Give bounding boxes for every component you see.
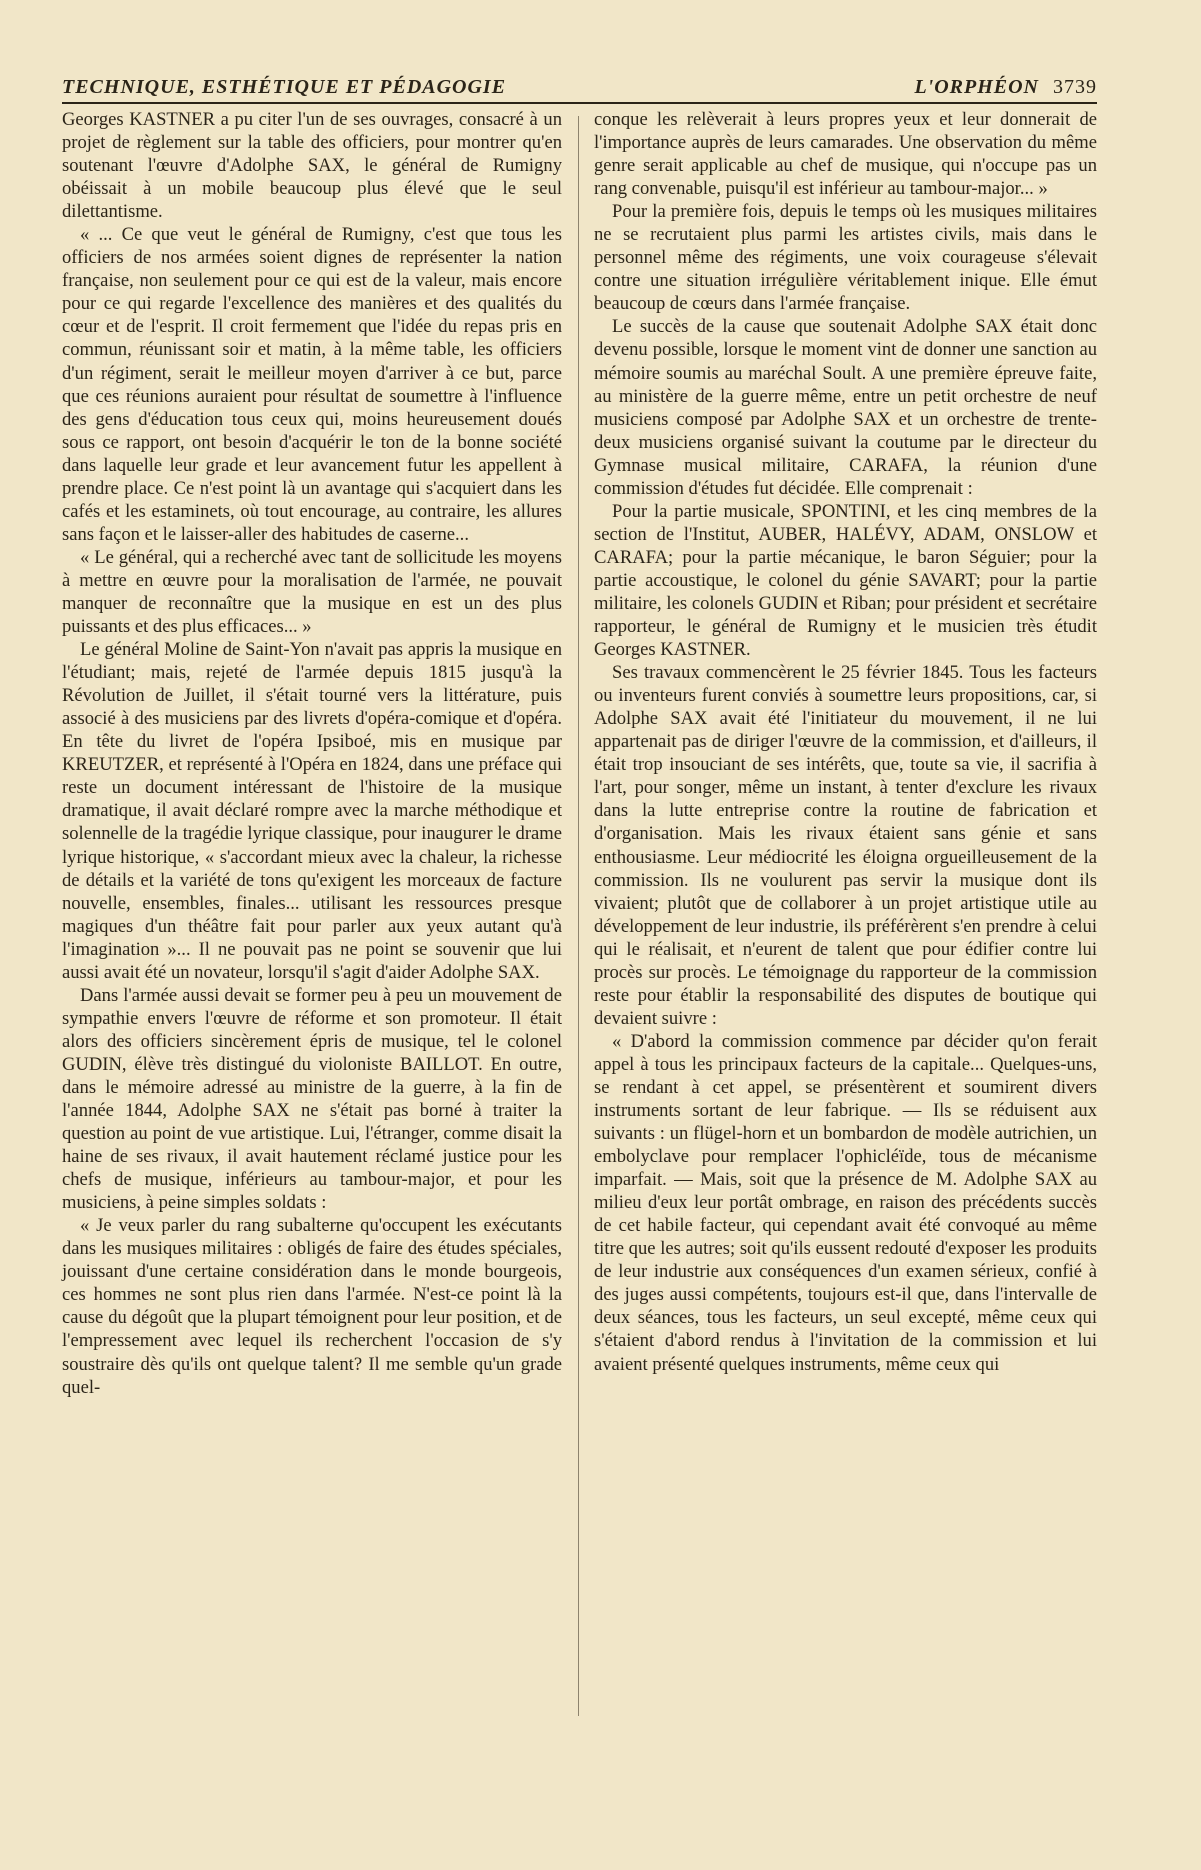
paragraph: Pour la première fois, depuis le temps où les musiques militaires ne se recrutaient plus parmi les artistes civils, mais dans le personnel même des régiments, une voix courageuse s'élevait contre une situation irrégulière véritablement inique. Elle émut beaucoup de cœurs dans l'armée française. [594, 201, 1097, 315]
paragraph: Pour la partie musicale, SPONTINI, et les cinq membres de la section de l'Institut, AUBER, HALÉVY, ADAM, ONSLOW et CARAFA; pour la partie mécanique, le baron Séguier; pour la partie accoustique, le colonel du génie SAVART; pour la partie militaire, les colonels GUDIN et Riban; pour président et secrétaire rapporteur, le général de Rumigny et le musicien très étudit Georges KASTNER. [594, 500, 1097, 661]
paragraph: Georges KASTNER a pu citer l'un de ses ouvrages, consacré à un projet de règlement sur la table des officiers, pour montrer qu'en soutenant l'œuvre d'Adolphe SAX, le général de Rumigny obéissait à un mobile beaucoup plus élevé que le seul dilettantisme. [62, 109, 562, 223]
paragraph: Le général Moline de Saint-Yon n'avait pas appris la musique en l'étudiant; mais, rejeté de l'armée depuis 1815 jusqu'à la Révolution de Juillet, il s'était tourné vers la littérature, puis associé à des musiciens par des livrets d'opéra-comique et d'opéra. En tête du livret de l'opéra Ipsiboé, mis en musique par KREUTZER, et représenté à l'Opéra en 1824, dans une préface qui reste un document intéressant de l'histoire de la musique dramatique, il avait déclaré rompre avec la marche méthodique et solennelle de la tragédie lyrique classique, pour inaugurer le drame lyrique historique, « s'accordant mieux avec la chaleur, la richesse de détails et la variété de tons qu'exigent les morceaux de facture nouvelle, ensembles, finales... utilisant les ressources presque magiques d'un théâtre fait pour parler aux yeux autant qu'à l'imagination »... Il ne pouvait pas ne point se souvenir que lui aussi avait été un novateur, lorsqu'il s'agit d'aider Adolphe SAX. [62, 639, 562, 983]
paragraph: Dans l'armée aussi devait se former peu à peu un mouvement de sympathie envers l'œuvre de réforme et son promoteur. Il était alors des officiers sincèrement épris de musique, tel le colonel GUDIN, élève très distingué du violoniste BAILLOT. En outre, dans le mémoire adressé au ministre de la guerre, à la fin de l'année 1844, Adolphe SAX ne s'était pas borné à traiter la question au point de vue artistique. Lui, l'étranger, comme disait la haine de ses rivaux, il avait hautement réclamé justice pour les chefs de musique, inférieurs au tambour-major, et pour les musiciens, à peine simples soldats : [62, 984, 562, 1214]
page-number: 3739 [1053, 76, 1097, 98]
paragraph: « Je veux parler du rang subalterne qu'occupent les exécutants dans les musiques militaires : obligés de faire des études spéciales, jouissant d'une certaine considération dans le monde bourgeois, ces hommes ne sont plus rien dans l'armée. N'est-ce point là la cause du dégoût que la plupart témoignent pour leur position, et de l'empressement avec lequel ils recherchent l'occasion de s'y soustraire dès qu'ils ont quelque talent? Il me semble qu'un grade quel- [62, 1215, 562, 1398]
journal-name: L'ORPHÉON [914, 76, 1039, 98]
column-divider [578, 116, 579, 1716]
paragraph: conque les relèverait à leurs propres yeux et leur donnerait de l'importance auprès de leurs camarades. Une observation du même genre serait applicable au chef de musique, qui n'occupe pas un rang convenable, puisqu'il est inférieur au tambour-major... » [594, 109, 1097, 200]
paragraph: Le succès de la cause que soutenait Adolphe SAX était donc devenu possible, lorsque le moment vint de donner une sanction au mémoire soumis au maréchal Soult. A une première épreuve faite, au ministère de la guerre même, entre un petit orchestre de neuf musiciens composé par Adolphe SAX et un orchestre de trente-deux musiciens organisé suivant la coutume par le directeur du Gymnase musical militaire, CARAFA, la réunion d'une commission d'études fut décidée. Elle comprenait : [594, 316, 1097, 499]
running-header [62, 70, 1097, 104]
paragraph: Ses travaux commencèrent le 25 février 1845. Tous les facteurs ou inventeurs furent conviés à soumettre leurs propositions, car, si Adolphe SAX avait été l'initiateur du mouvement, il ne lui appartenait pas de diriger l'œuvre de la commission, et d'ailleurs, il était trop insouciant de ses intérêts, que, toute sa vie, il sacrifia à l'art, pour songer, même un instant, à tenter d'exclure les rivaux dans la lutte entreprise contre la routine de fabrication et d'organisation. Mais les rivaux étaient sans génie et sans enthousiasme. Leur médiocrité les éloigna orgueilleusement de la commission. Ils ne voulurent pas servir la musique dont ils vivaient; plutôt que de collaborer à un projet artistique utile au développement de leur industrie, ils préférèrent s'en prendre à celui qui le réalisait, et n'eurent de talent que pour édifier contre lui procès sur procès. Le témoignage du rapporteur de la commission reste pour établir la responsabilité des disputes de boutique qui devaient suivre : [594, 662, 1097, 1029]
header-section-title: TECHNIQUE, ESTHÉTIQUE ET PÉDAGOGIE [62, 76, 507, 98]
right-column [594, 108, 1097, 1376]
left-column [62, 108, 562, 1399]
paragraph: « ... Ce que veut le général de Rumigny, c'est que tous les officiers de nos armées soient dignes de représenter la nation française, non seulement pour ce qui est de la valeur, mais encore pour ce qui regarde l'excellence des manières et des qualités du cœur et de l'esprit. Il croit fermement que l'idée du repas pris en commun, réunissant soir et matin, à la même table, les officiers d'un régiment, serait le meilleur moyen d'arriver à ce but, parce que ces réunions auraient pour résultat de soumettre à l'influence des gens d'éducation tous ceux qui, moins heureusement doués sous ce rapport, ont besoin d'acquérir le ton de la bonne société dans laquelle leur grade et leur avancement futur les appellent à prendre place. Ce n'est point là un avantage qui s'acquiert dans les cafés et les estaminets, où tout encourage, au contraire, les allures sans façon et le laisser-aller des habitudes de caserne... [62, 224, 562, 545]
paragraph: « Le général, qui a recherché avec tant de sollicitude les moyens à mettre en œuvre pour la moralisation de l'armée, ne pouvait manquer de reconnaître que la musique en est un des plus puissants et des plus efficaces... » [62, 546, 562, 638]
paragraph: « D'abord la commission commence par décider qu'on ferait appel à tous les principaux facteurs de la capitale... Quelques-uns, se rendant à cet appel, se présentèrent et soumirent divers instruments sortant de leur fabrique. — Ils se réduisent aux suivants : un flügel-horn et un bombardon de modèle autrichien, un embolyclave pour remplacer l'ophicléïde, tous de mécanisme imparfait. — Mais, soit que la présence de M. Adolphe SAX au milieu d'eux leur portât ombrage, en raison des précédents succès de cet habile facteur, qui cependant avait été convoqué au même titre que les autres; soit qu'ils eussent redouté d'exposer les produits de leur industrie aux conséquences d'un examen sérieux, confié à des juges aussi compétents, toujours est-il que, dans l'intervalle de deux séances, tous les facteurs, un seul excepté, même ceux qui s'étaient d'abord rendus à l'invitation de la commission et lui avaient présenté quelques instruments, même ceux qui [594, 1030, 1097, 1375]
header-journal-title [914, 76, 1097, 99]
